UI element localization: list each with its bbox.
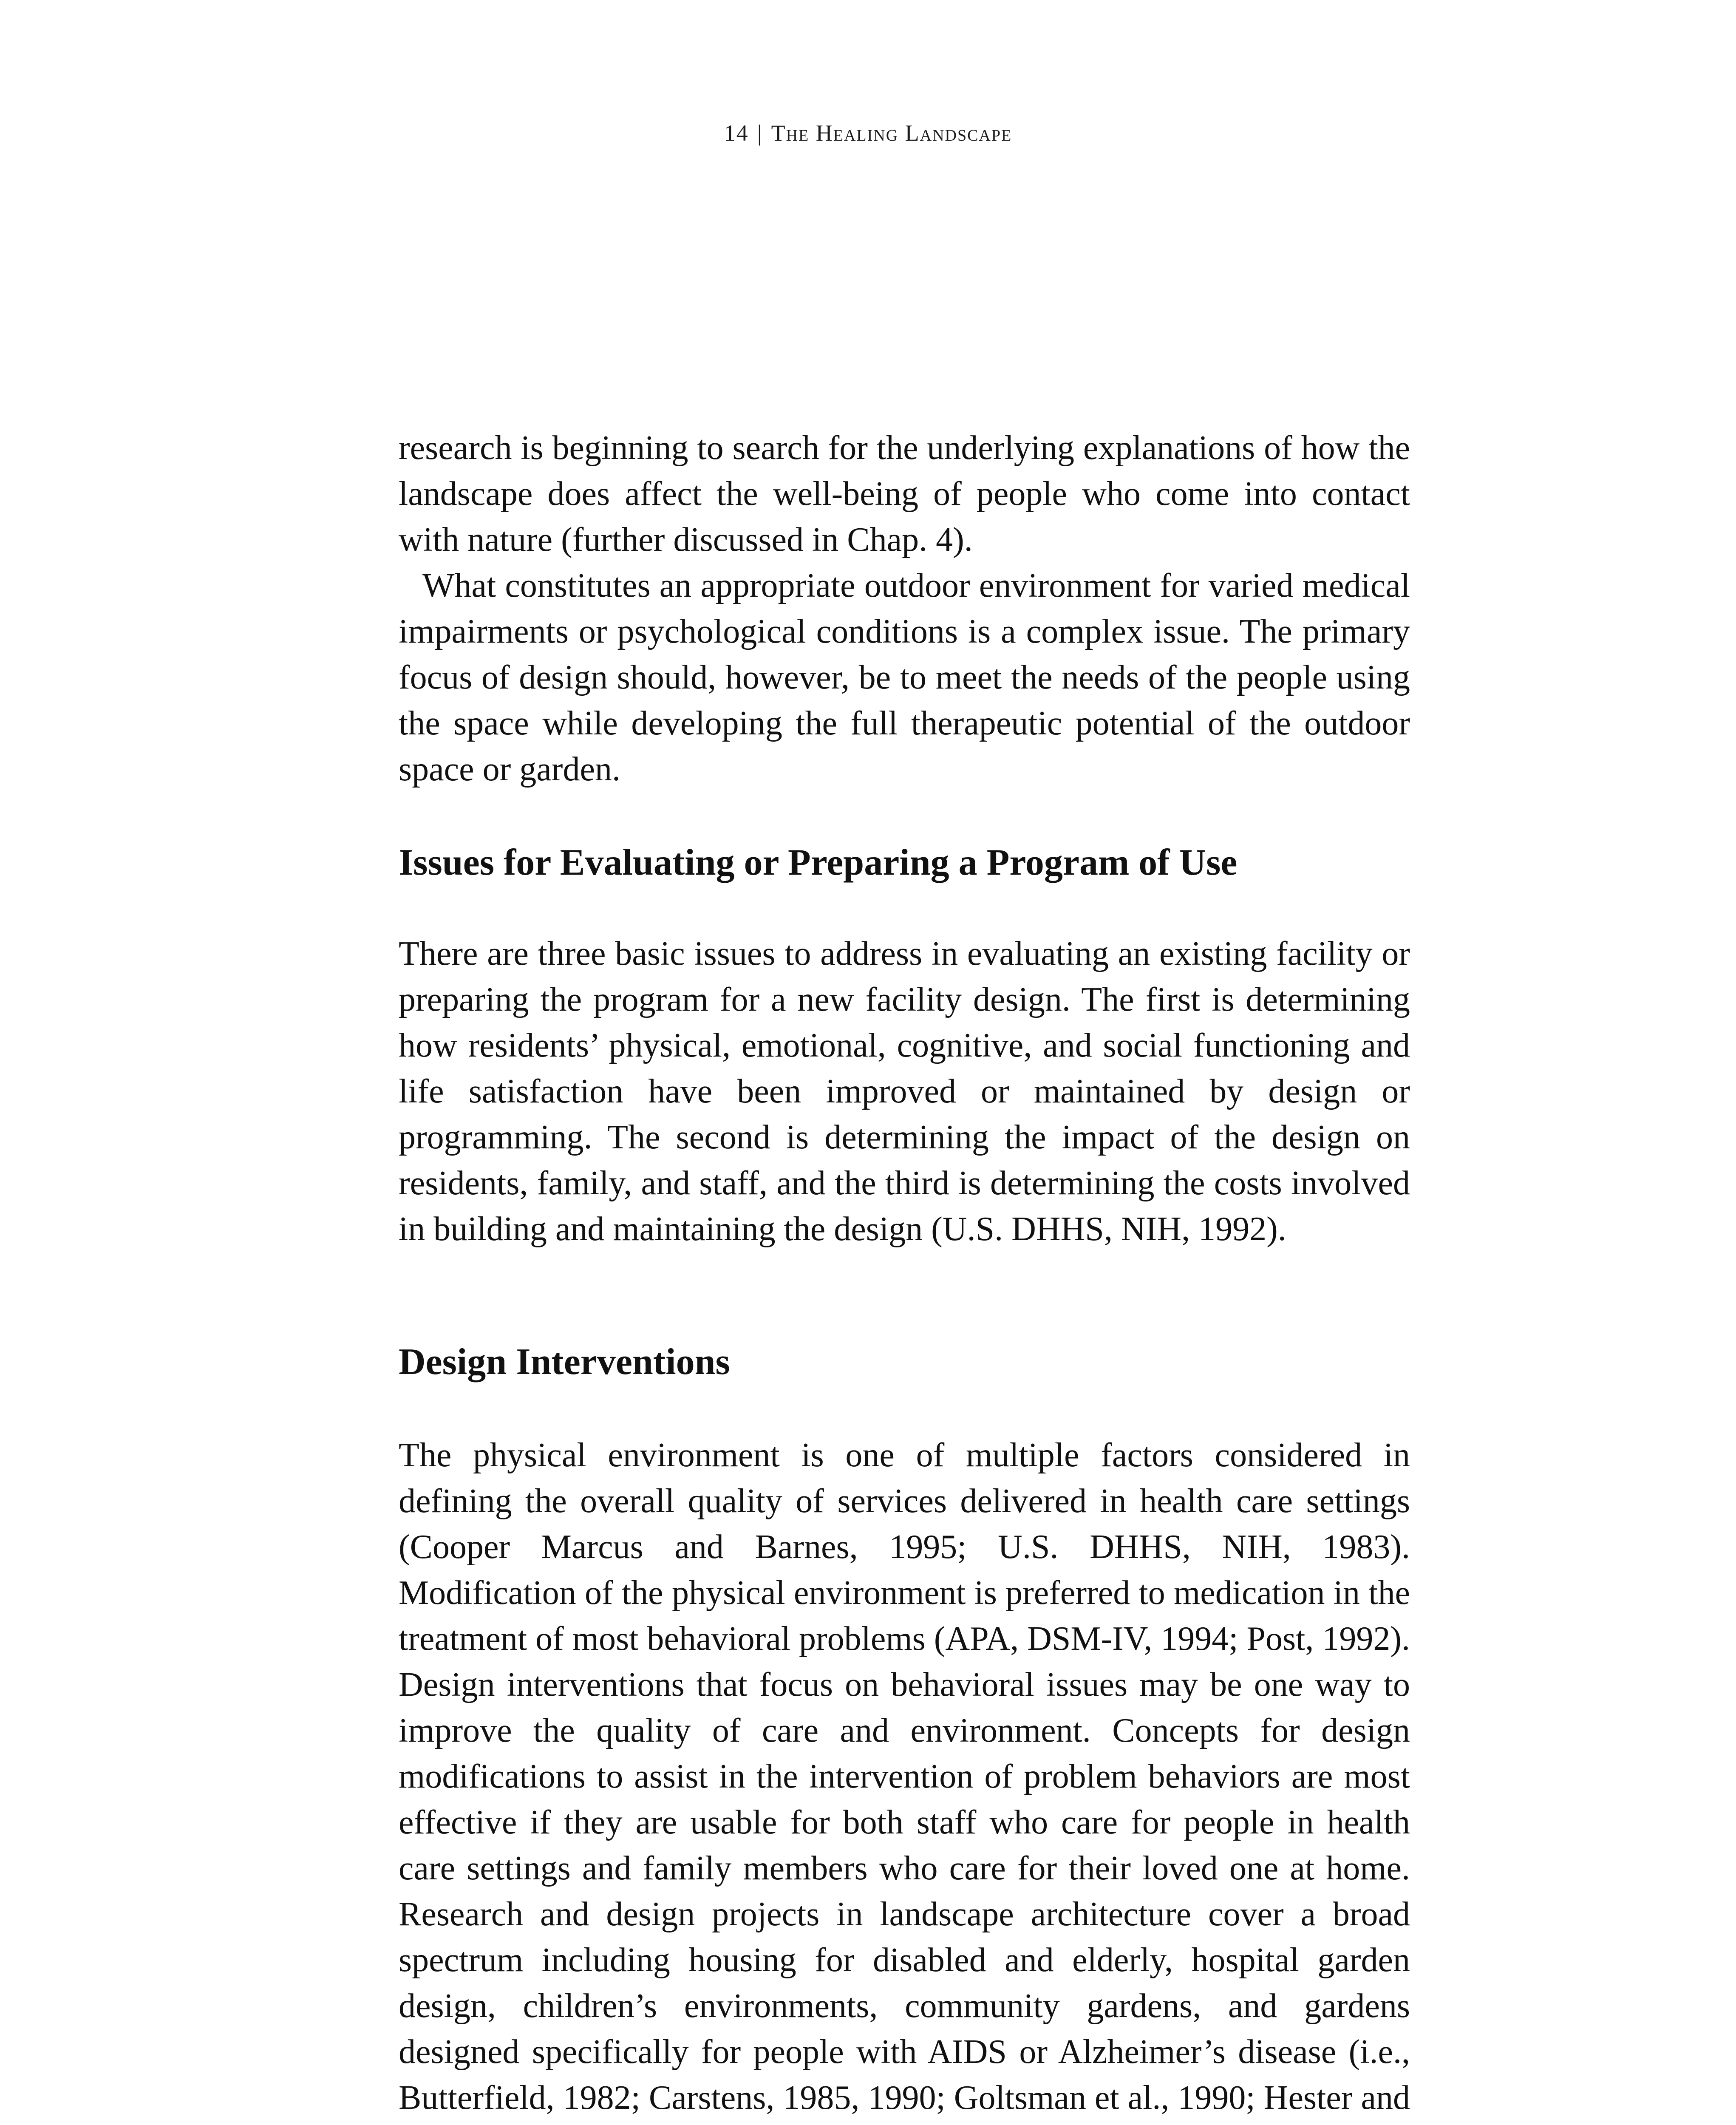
design-interventions-paragraph: The physical environment is one of multiple factors considered in defining the overall quality of services delivered in health care settings (Cooper Marcus and Barnes, 1995; U.S. DHHS, NIH, 1983). Modification of the physical environment is preferred to medication in the treatment of most behavioral problems (APA, DSM-IV, 1994; Post, 1992). Design interventions that focus on behavioral issues may be one way to improve the quality of care and environment. Concepts for design modifications to assist in the intervention of problem behaviors are most effective if they are usable for both staff who care for people in health care settings and family members who care for their loved one at home. Research and design projects in landscape architecture cover a broad spectrum including housing for disabled and elderly, hospital garden design, children’s environments, community gardens, and gardens designed specifically for people with AIDS or Alzheimer’s disease (i.e., Butterfield, 1982; Carstens, 1985, 1990; Goltsman et al., 1990; Hester and <box>399 1436 1410 2116</box>
page-number: 14 <box>724 120 749 146</box>
design-interventions-text-block <box>399 1432 1410 2125</box>
intro-text-block <box>399 425 1410 792</box>
program-of-use-paragraph: There are three basic issues to address in evaluating an existing facility or preparing the program for a new facility design. The first is determining how residents’ physical, emotional, cognitive, and social functioning and life satisfaction have been improved or maintained by design or programming. The second is determining the impact of the design on residents, family, and staff, and the third is determining the costs involved in building and maintaining the design (U.S. DHHS, NIH, 1992). <box>399 935 1410 1248</box>
book-title: The Healing Landscape <box>771 120 1012 146</box>
program-of-use-text-block <box>399 931 1410 1252</box>
section-heading-design-interventions: Design Interventions <box>399 1341 730 1383</box>
intro-paragraph-continued: research is beginning to search for the underlying explanations of how the landscape does affect the well-being of people who come into contact with nature (further discussed in Chap. 4). <box>399 429 1410 558</box>
running-head-separator: | <box>757 120 763 146</box>
intro-paragraph: What constitutes an appropriate outdoor environment for varied medical impairments or psychological conditions is a complex issue. The primary focus of design should, however, be to meet the needs of the people using the space while developing the full therapeutic potential of the outdoor space or garden. <box>399 567 1410 788</box>
section-heading-program-of-use: Issues for Evaluating or Preparing a Program of Use <box>399 842 1238 883</box>
running-head <box>0 120 1736 146</box>
